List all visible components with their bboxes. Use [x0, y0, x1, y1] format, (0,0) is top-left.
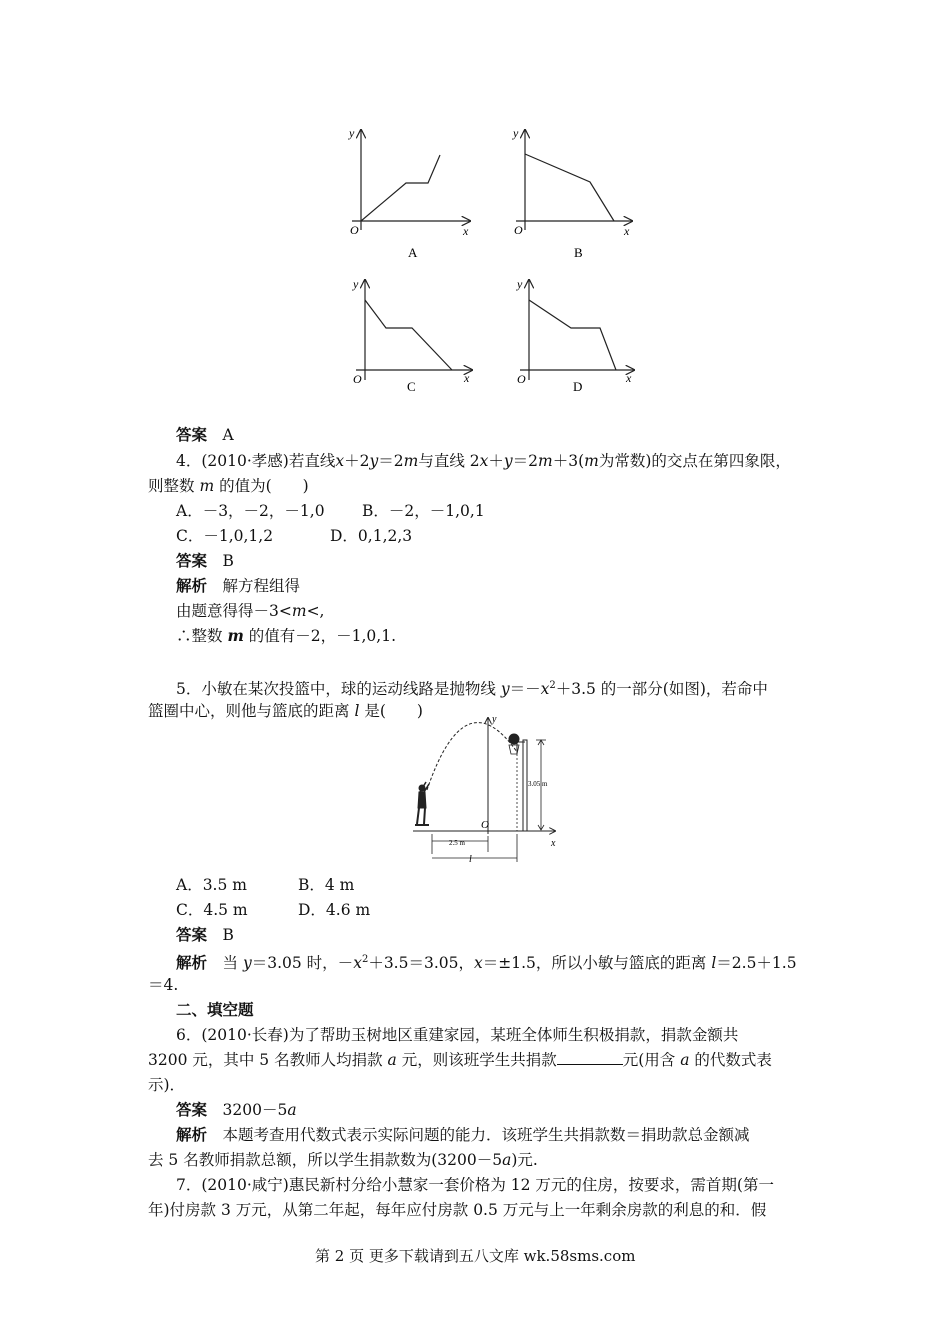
graph-b [516, 130, 632, 230]
q6-explanation-line2: 去 5 名教师捐款总额，所以学生捐款数为(3200－5a)元. [148, 1151, 538, 1169]
graph-c-caption: C [407, 379, 416, 394]
q4-explanation: 解析 解方程组得 [176, 576, 301, 595]
q5-stem-line2: 篮圈中心，则他与篮底的距离 l 是( ) [148, 702, 423, 720]
graph-a-x-label: x [463, 224, 469, 238]
q4-explanation-line3: ∴整数 m 的值有－2，－1,0,1. [176, 626, 396, 645]
q5-option-d: D．4.6 m [298, 901, 371, 919]
graph-a-caption: A [408, 245, 418, 260]
graph-d-caption: D [573, 379, 583, 394]
q4-explanation-line2: 由题意得得－3<m<, [176, 602, 325, 620]
q6-stem-line3: 示)． [148, 1076, 186, 1094]
q7-stem: 7．(2010·咸宁)惠民新村分给小慧家一套价格为 12 万元的住房，按要求，需首期(第一 [176, 1176, 774, 1194]
q5-option-b: B．4 m [298, 876, 355, 894]
graph-a-y-label: y [349, 126, 355, 140]
graph-a-origin: O [350, 223, 359, 237]
graph-a [352, 130, 470, 230]
q5-stem: 5．小敏在某次投篮中，球的运动线路是抛物线 $y=-x^2+3.5$ 的一部分(如图)，若命中 [176, 680, 768, 699]
graph-c-x-label: x [464, 371, 470, 385]
q6-stem-line2: 3200 元，其中 5 名教师人均捐款 a 元，则该班学生共捐款 元(用含 a 的代数式表 [148, 1051, 772, 1069]
fig-origin: O [481, 819, 489, 831]
fig-y-label: y [492, 714, 497, 725]
section-heading: 二、填空题 [176, 1000, 254, 1019]
graph-c-origin: O [353, 372, 362, 386]
graph-d-y-label: y [517, 277, 523, 291]
explanation-label: 解析 [176, 576, 208, 595]
answer-label: 答案 [176, 1100, 208, 1119]
q5-explanation-line2: ＝4. [148, 976, 179, 994]
q7-stem-line2: 年)付房款 3 万元，从第二年起，每年应付房款 0.5 万元与上一年剩余房款的利息的和．假 [148, 1201, 767, 1219]
answer-graphs [330, 120, 650, 405]
q6-explanation: 解析 本题考查用代数式表示实际问题的能力．该班学生共捐款数＝捐助款总金额减 [176, 1125, 750, 1144]
q4-stem: 4．(2010·孝感)若直线x＋2y＝2m与直线 2x＋y＝2m＋3(m为常数)的交点在第四象限， [176, 452, 791, 470]
graph-b-origin: O [514, 223, 523, 237]
answer-blank[interactable] [557, 1050, 623, 1065]
basketball-figure [405, 712, 565, 862]
q4-text: (2010·孝感)若直线 [201, 452, 336, 470]
q4-option-c: C．－1,0,1,2 [176, 527, 274, 545]
q6-stem: 6．(2010·长春)为了帮助玉树地区重建家园，某班全体师生积极捐款，捐款金额共 [176, 1026, 739, 1044]
explanation-label: 解析 [176, 953, 208, 973]
graph-c [356, 280, 472, 380]
fig-x-label: x [551, 838, 556, 849]
q5-answer [176, 925, 234, 945]
q4-number: 4． [176, 452, 202, 470]
q4-option-d: D．0,1,2,3 [330, 527, 413, 545]
q5-option-a: A．3.5 m [176, 876, 247, 894]
q4-option-b: B．－2，－1,0,1 [362, 502, 485, 520]
fig-l-label: l [469, 854, 472, 862]
answer-label: 答案 [176, 551, 208, 570]
graph-b-y-label: y [513, 126, 519, 140]
answer-label: 答案 [176, 425, 208, 444]
q4-option-a: A．－3，－2，－1,0 [176, 502, 325, 520]
q5-option-c: C．4.5 m [176, 901, 248, 919]
q4-stem-line2: 则整数 m 的值为( ) [148, 477, 309, 495]
graph-b-caption: B [574, 245, 583, 260]
answer-value: A [222, 426, 234, 444]
page-footer: 第 2 页 更多下载请到五八文库 wk.58sms.com [315, 1247, 636, 1265]
q6-answer: 答案 3200－5a [176, 1100, 297, 1119]
fig-distance-label: 2.5 m [449, 839, 465, 847]
player-icon [415, 782, 429, 825]
graph-c-y-label: y [353, 277, 359, 291]
graph-d [520, 280, 634, 380]
q5-explanation: 解析 当 y＝3.05 时，$-x^2+3.5=3.05$，x＝±1.5，所以小敏与篮底的距离 l＝2.5＋1.5 [176, 953, 797, 973]
answer-value: B [222, 552, 234, 570]
answer-label: 答案 [176, 925, 208, 944]
graph-d-x-label: x [626, 371, 632, 385]
q4-answer [176, 551, 234, 571]
fig-height-label: 3.05 m [528, 780, 548, 788]
explanation-label: 解析 [176, 1125, 208, 1144]
graph-b-x-label: x [624, 224, 630, 238]
answer-value: B [222, 926, 234, 944]
graph-d-origin: O [517, 372, 526, 386]
q3-answer [176, 425, 234, 445]
